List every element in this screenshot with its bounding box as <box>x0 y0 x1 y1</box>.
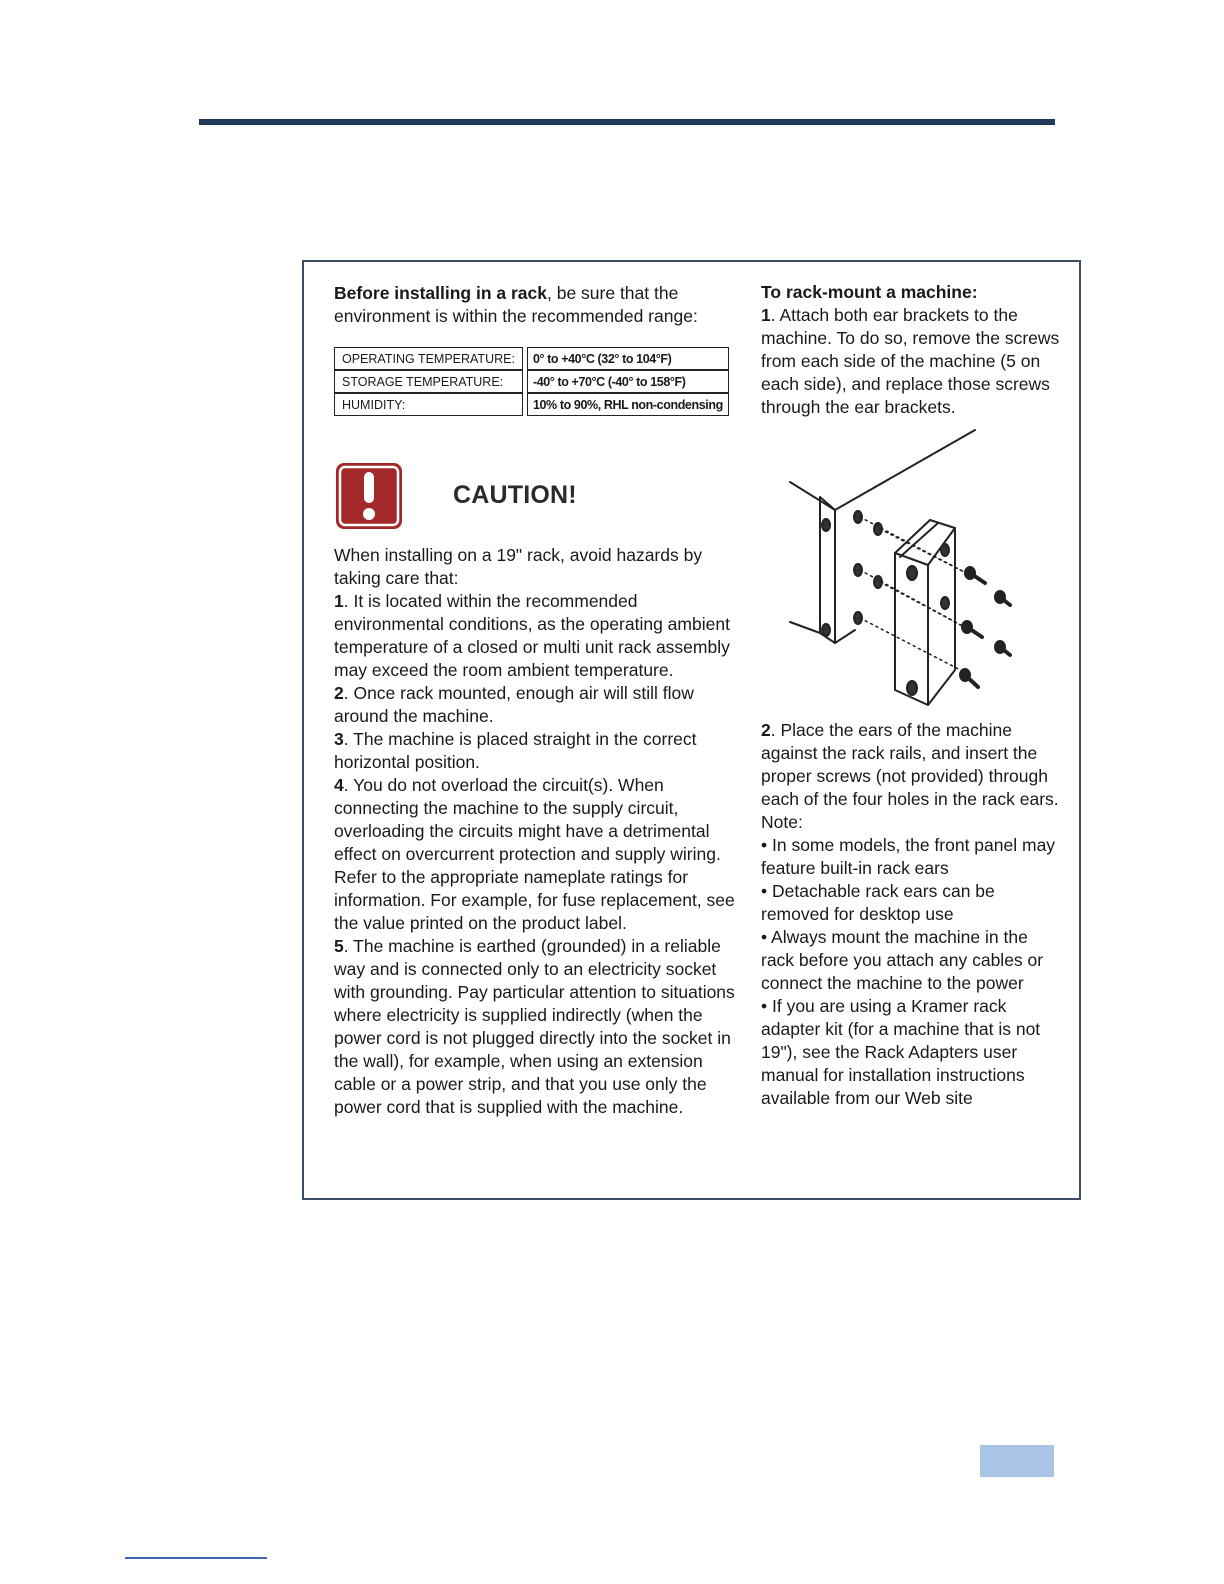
note-item: • Always mount the machine in the rack before you attach any cables or connect the machine to the power <box>761 927 1044 993</box>
list-item: 1. It is located within the recommended environmental conditions, as the operating ambient temperature of a closed or multi unit rack assembly may exceed the room ambient temperature. <box>334 591 730 680</box>
note-label: Note: <box>761 812 803 832</box>
list-item: 4. You do not overload the circuit(s). When connecting the machine to the supply circuit, overloading the circuits might have a detrimental effect on overcurrent protection and supply wiring. Refer to the appropriate nameplate ratings for information. For example, for fuse replacement, see the value printed on the product label. <box>334 775 735 933</box>
caution-intro: When installing on a 19" rack, avoid hazards by taking care that: <box>334 545 703 588</box>
list-item: 2. Once rack mounted, enough air will still flow around the machine. <box>334 683 694 726</box>
table-row <box>334 393 729 416</box>
note-item: • Detachable rack ears can be removed for desktop use <box>761 881 995 924</box>
header-rule <box>199 119 1055 125</box>
rack-ear-bracket-illustration <box>780 425 1050 715</box>
table-row <box>334 370 729 393</box>
table-value: -40° to +70°C (-40° to 158°F) <box>527 370 729 393</box>
rack-mount-heading: To rack-mount a machine: <box>761 282 978 302</box>
list-item: 5. The machine is earthed (grounded) in a reliable way and is connected only to an electricity socket with grounding. Pay particular attention to situations where electricity is supplied indirectly (when the power cord is not plugged directly into the socket in the wall), for example, when using an extension cable or a power strip, and that you use only the power cord that is supplied with the machine. <box>334 936 735 1117</box>
list-item: 3. The machine is placed straight in the correct horizontal position. <box>334 729 697 772</box>
note-item: • If you are using a Kramer rack adapter kit (for a machine that is not 19"), see the Rack Adapters user manual for installation instructions available from our Web site <box>761 996 1041 1108</box>
environment-table <box>330 347 733 416</box>
exclamation-icon <box>335 462 403 530</box>
intro-paragraph <box>334 282 744 328</box>
caution-title: CAUTION! <box>453 481 577 509</box>
caution-text <box>334 544 744 1119</box>
table-value: 0° to +40°C (32° to 104°F) <box>527 347 729 370</box>
step-1: 1. Attach both ear brackets to the machine. To do so, remove the screws from each side of the machine (5 on each side), and replace those screws through the ear brackets. <box>761 305 1060 417</box>
table-row <box>334 347 729 370</box>
rack-mount-step2 <box>761 719 1061 1110</box>
note-item: • In some models, the front panel may feature built-in rack ears <box>761 835 1056 878</box>
footer-rule <box>125 1557 267 1559</box>
step-2: 2. Place the ears of the machine against the rack rails, and insert the proper screws (not provided) through each of the four holes in the rack ears. <box>761 720 1059 809</box>
table-value: 10% to 90%, RHL non-condensing <box>527 393 729 416</box>
table-label: STORAGE TEMPERATURE: <box>334 370 523 393</box>
table-label: OPERATING TEMPERATURE: <box>334 347 523 370</box>
table-label: HUMIDITY: <box>334 393 523 416</box>
intro-rest: , be sure that the environment is within the recommended range: <box>334 283 698 326</box>
intro-bold: Before installing in a rack <box>334 283 547 303</box>
page-number-tab <box>980 1445 1054 1477</box>
rack-mount-steps <box>761 281 1061 419</box>
